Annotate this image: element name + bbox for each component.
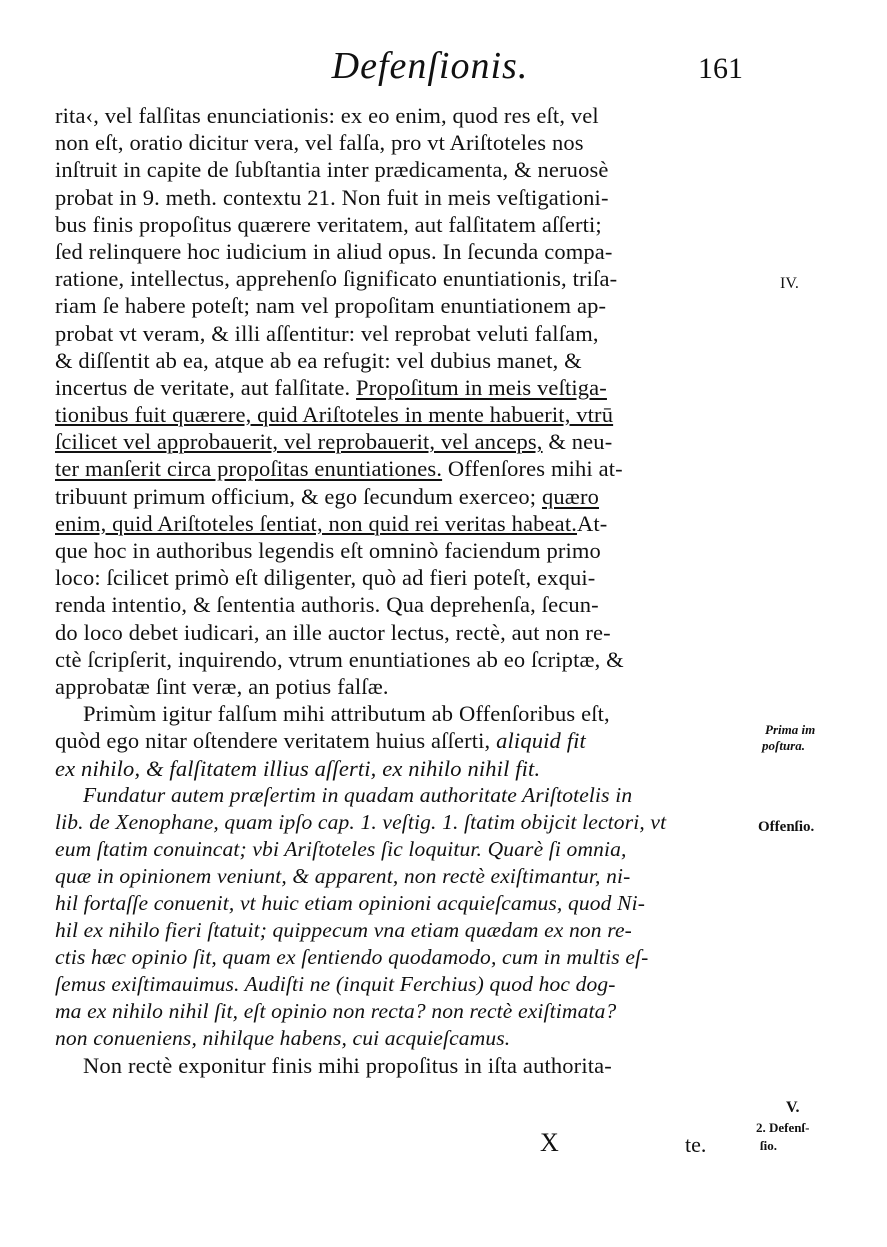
text-line: bus finis propoſitus quærere veritatem, aut falſitatem aſſerti; <box>55 211 602 237</box>
margin-note-iv: IV. <box>780 275 799 292</box>
quoted-line: ctis hæc opinio ſit, quam ex ſentiendo quodamodo, cum in multis eſ- <box>55 944 649 969</box>
quoted-line: hil ex nihilo fieri ſtatuit; quippecum vna etiam quædam ex non re- <box>55 917 632 942</box>
text-line: & diſſentit ab ea, atque ab ea refugit: vel dubius manet, & <box>55 347 582 373</box>
main-text <box>55 102 761 1079</box>
signature-mark: X <box>540 1128 559 1157</box>
text-segment: & neu- <box>548 429 613 455</box>
running-title: Defenſionis. <box>331 45 529 87</box>
text-line: que hoc in authoribus legendis eſt omninò faciendum primo <box>55 538 601 563</box>
catchword: te. <box>685 1132 707 1157</box>
text-line: ctè ſcripſerit, inquirendo, vtrum enuntiationes ab eo ſcriptæ, & <box>55 646 624 672</box>
quoted-line: Fundatur autem præſertim in quadam authoritate Ariſtotelis in <box>83 782 633 807</box>
text-line <box>55 374 761 401</box>
text-line: renda intentio, & ſententia authoris. Qua deprehenſa, ſecun- <box>55 592 599 618</box>
text-segment: Offenſores mihi at- <box>447 456 623 482</box>
quoted-line: ma ex nihilo nihil ſit, eſt opinio non recta? non rectè exiſtimata? <box>55 998 617 1023</box>
quoted-line: ſemus exiſtimauimus. Audiſti ne (inquit Ferchius) quod hoc dog- <box>55 971 616 996</box>
text-segment: At- <box>577 510 608 536</box>
margin-note-defensio-2: ſio. <box>760 1138 777 1153</box>
text-line <box>55 727 761 754</box>
text-line: Primùm igitur falſum mihi attributum ab Offenſoribus eſt, <box>83 701 610 727</box>
text-line <box>55 428 761 455</box>
text-line <box>55 455 761 482</box>
margin-note-v: V. <box>786 1099 800 1116</box>
underlined-passage: ter manſerit circa propoſitas enuntiationes. <box>55 456 443 482</box>
underlined-passage: tionibus fuit quærere, quid Ariſtoteles in mente habuerit, vtrū <box>55 402 614 428</box>
text-line: loco: ſcilicet primò eſt diligenter, quò ad fieri poteſt, exqui- <box>55 565 596 591</box>
text-line: approbatæ ſint veræ, an potius falſæ. <box>55 673 389 699</box>
italic-phrase: aliquid fit <box>496 728 586 754</box>
text-line: rita‹, vel falſitas enunciationis: ex eo enim, quod res eſt, vel <box>55 103 599 128</box>
page-number: 161 <box>698 52 743 85</box>
text-line: ſed relinquere hoc iudicium in aliud opus. In ſecunda compa- <box>55 238 613 264</box>
quoted-line: lib. de Xenophane, quam ipſo cap. 1. veſtig. 1. ſtatim obijcit lectori, vt <box>55 809 667 834</box>
margin-note-defensio-1: 2. Defenſ- <box>756 1120 810 1135</box>
text-line: inſtruit in capite de ſubſtantia inter prædicamenta, & neruosè <box>55 157 609 183</box>
underlined-passage: enim, quid Ariſtoteles ſentiat, non quid rei veritas habeat. <box>55 510 577 536</box>
text-segment: quòd ego nitar oſtendere veritatem huius aſſerti, <box>55 728 491 754</box>
text-line <box>55 401 761 428</box>
text-line <box>55 483 761 510</box>
italic-phrase: ex nihilo, & falſitatem illius aſſerti, <box>55 755 377 781</box>
text-line <box>55 510 761 537</box>
text-line <box>55 755 761 782</box>
underlined-passage: Propoſitum in meis veſtiga- <box>356 374 607 400</box>
quoted-line: non conueniens, nihilque habens, cui acquieſcamus. <box>55 1025 511 1050</box>
text-line: probat in 9. meth. contextu 21. Non fuit in meis veſtigationi- <box>55 184 609 210</box>
italic-phrase: ex nihilo nihil fit. <box>382 755 541 781</box>
quoted-line: quæ in opinionem veniunt, & apparent, non rectè exiſtimantur, ni- <box>55 863 631 888</box>
margin-note-prima-2: poſtura. <box>762 738 805 753</box>
text-line: do loco debet iudicari, an ille auctor lectus, rectè, aut non re- <box>55 619 611 645</box>
text-line: riam ſe habere poteſt; nam vel propoſitam enuntiationem ap- <box>55 293 607 319</box>
text-line: Non rectè exponitur finis mihi propoſitus in iſta authorita- <box>83 1052 612 1078</box>
underlined-passage: ſcilicet vel approbauerit, vel reprobauerit, vel anceps, <box>55 429 543 455</box>
text-line: non eſt, oratio dicitur vera, vel falſa, pro vt Ariſtoteles nos <box>55 130 584 156</box>
margin-note-prima-1: Prima im <box>765 722 816 737</box>
margin-note-offensio: Offenſio. <box>758 819 815 835</box>
text-segment: tribuunt primum officium, & ego ſecundum exerceo; <box>55 483 537 509</box>
text-line: ratione, intellectus, apprehenſo ſignificato enuntiationis, triſa- <box>55 266 618 292</box>
text-segment: incertus de veritate, aut falſitate. <box>55 374 351 400</box>
underlined-passage: quæro <box>541 483 599 509</box>
quoted-line: hil fortaſſe conuenit, vt huic etiam opinioni acquieſcamus, quod Ni- <box>55 890 646 915</box>
quoted-line: eum ſtatim conuincat; vbi Ariſtoteles ſic loquitur. Quarè ſi omnia, <box>55 836 627 861</box>
text-line: probat vt veram, & illi aſſentitur: vel reprobat veluti falſam, <box>55 320 599 346</box>
